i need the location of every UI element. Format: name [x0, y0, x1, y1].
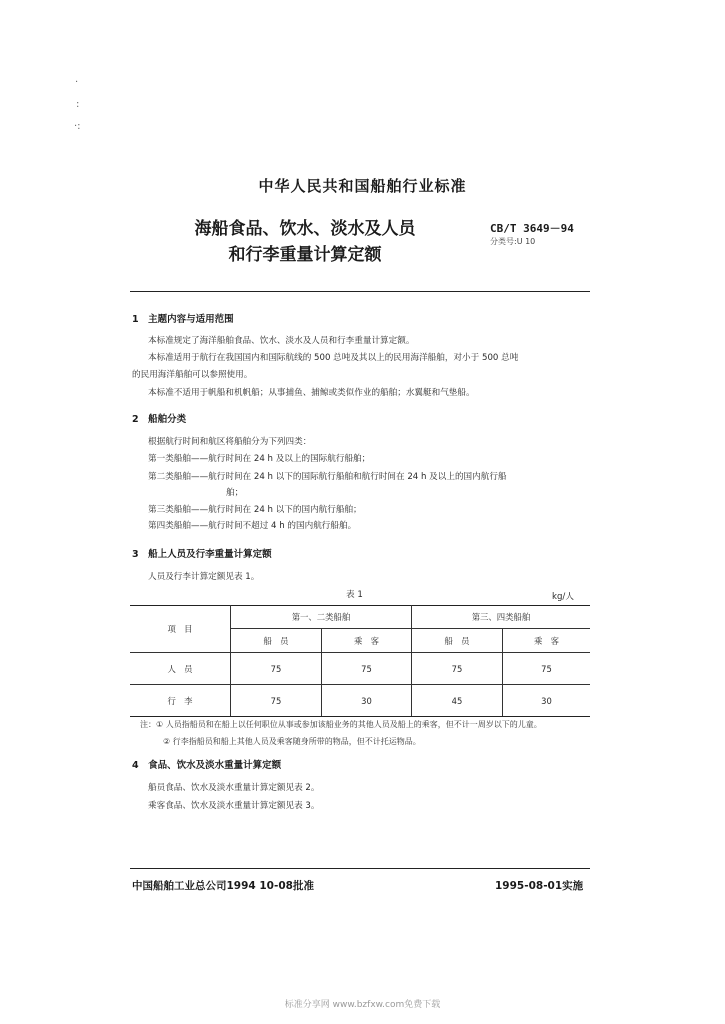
header-rule — [130, 291, 590, 292]
table-cell: 75 — [231, 685, 322, 717]
table-header-group-1-2: 第一、二类船舶 — [231, 606, 412, 629]
table-header-group-3-4: 第三、四类船舶 — [412, 606, 591, 629]
table-header-item: 项 目 — [130, 606, 231, 653]
approval-date: 中国船舶工业总公司1994 10-08批准 — [132, 880, 314, 892]
issuing-organization: 中华人民共和国船舶行业标准 — [258, 177, 467, 195]
table-header-passenger: 乘 客 — [503, 629, 591, 653]
classification-number: 分类号:U 10 — [490, 237, 536, 246]
section-2-paragraph: 根据航行时间和航区将船舶分为下列四类： — [148, 437, 312, 447]
section-4-paragraph: 乘客食品、饮水及淡水重量计算定额见表 3。 — [148, 801, 320, 811]
standard-number: CB/T 3649－94 — [490, 222, 574, 235]
table-cell: 75 — [412, 653, 503, 685]
ship-category-2-continued: 舶； — [226, 488, 244, 498]
section-3-paragraph: 人员及行李计算定额见表 1。 — [148, 572, 260, 582]
watermark: 标准分享网 www.bzfxw.com免费下载 — [284, 1000, 441, 1010]
table-note-2: ② 行李指船员和船上其他人员及乘客随身所带的物品，但不计托运物品。 — [163, 737, 421, 746]
document-title-line2: 和行李重量计算定额 — [228, 245, 382, 265]
document-title-line1: 海船食品、饮水、淡水及人员 — [194, 219, 416, 239]
ship-category-2: 第二类船舶——航行时间在 24 h 以下的国际航行船舶和航行时间在 24 h 及以上的国内航行船 — [148, 472, 507, 482]
section-1-paragraph: 本标准不适用于帆船和机帆船；从事捕鱼、捕鲸或类似作业的船舶；水翼艇和气垫船。 — [148, 388, 475, 398]
table-header-crew: 船 员 — [231, 629, 322, 653]
ship-category-1: 第一类船舶——航行时间在 24 h 及以上的国际航行船舶； — [148, 454, 371, 464]
ship-category-4: 第四类船舶——航行时间不超过 4 h 的国内航行船舶。 — [148, 521, 357, 531]
footer-rule — [130, 868, 590, 869]
section-1-paragraph: 本标准规定了海洋船舶食品、饮水、淡水及人员和行李重量计算定额。 — [148, 336, 415, 346]
table-row — [130, 653, 590, 685]
section-3-heading: 3 船上人员及行李重量计算定额 — [132, 549, 272, 560]
effective-date: 1995-08-01实施 — [495, 880, 584, 892]
table-cell: 75 — [231, 653, 322, 685]
scan-speck: · — [75, 77, 79, 88]
table-1 — [130, 605, 590, 717]
table-row — [130, 685, 590, 717]
ship-category-3: 第三类船舶——航行时间在 24 h 以下的国内航行船舶； — [148, 505, 362, 515]
section-1-paragraph: 本标准适用于航行在我国国内和国际航线的 500 总吨及其以上的民用海洋船舶，对小于 500 总吨 — [148, 353, 519, 363]
table-cell: 45 — [412, 685, 503, 717]
section-4-heading: 4 食品、饮水及淡水重量计算定额 — [132, 760, 282, 771]
scan-speck: : — [76, 99, 80, 110]
scan-speck: ·: — [74, 121, 81, 132]
table-cell: 75 — [322, 653, 412, 685]
table-title: 表 1 — [346, 590, 363, 600]
table-row-label: 行 李 — [130, 685, 231, 717]
table-cell: 30 — [322, 685, 412, 717]
table-header-passenger: 乘 客 — [322, 629, 412, 653]
section-4-paragraph: 船员食品、饮水及淡水重量计算定额见表 2。 — [148, 783, 320, 793]
table-unit: kg/人 — [552, 592, 574, 602]
table-cell: 30 — [503, 685, 591, 717]
table-row-label: 人 员 — [130, 653, 231, 685]
section-1-heading: 1 主题内容与适用范围 — [132, 314, 234, 325]
table-note-1: 注：① 人员指船员和在船上以任何职位从事或参加该船业务的其他人员及船上的乘客，但不计一周岁以下的儿童。 — [140, 720, 542, 729]
section-1-paragraph: 的民用海洋船舶可以参照使用。 — [132, 370, 253, 380]
table-header-crew: 船 员 — [412, 629, 503, 653]
table-cell: 75 — [503, 653, 591, 685]
section-2-heading: 2 船舶分类 — [132, 414, 187, 425]
